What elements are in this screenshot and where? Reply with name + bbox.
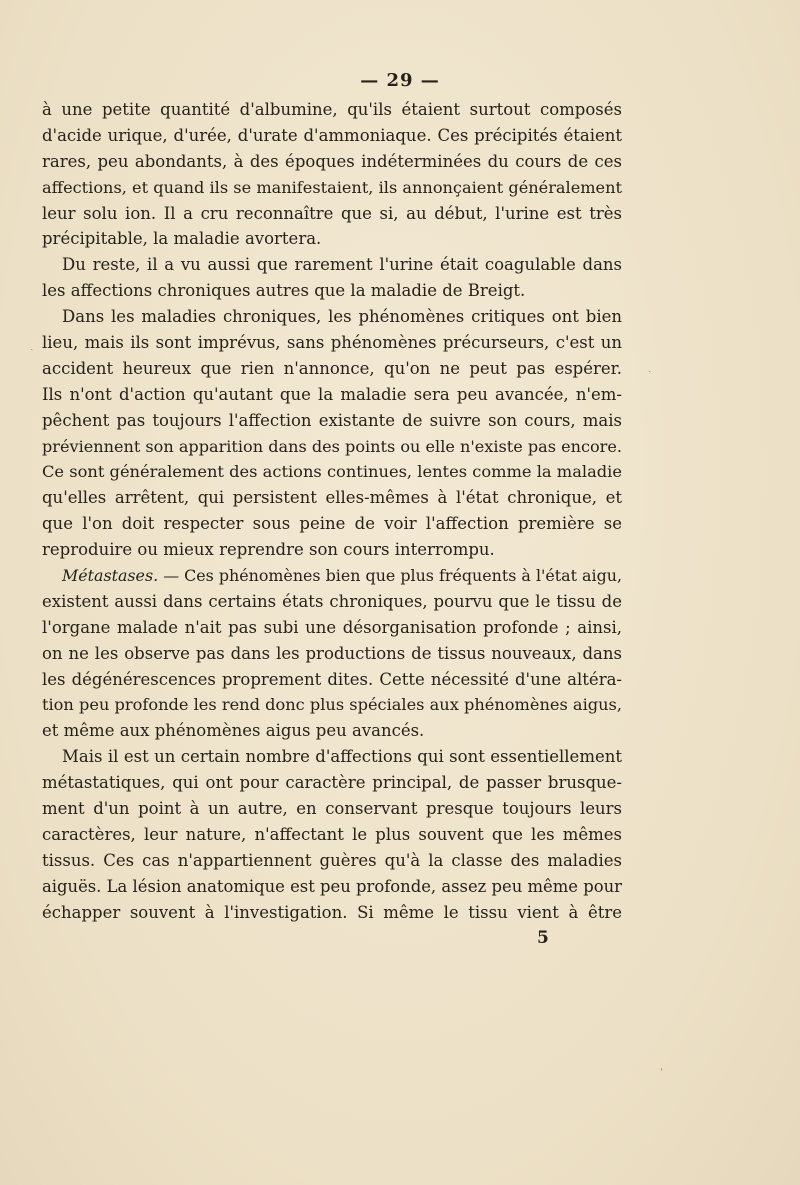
text-line: métastatiques, qui ont pour caractère principal, de passer brusque- bbox=[42, 773, 622, 793]
text-line: les affections chroniques autres que la maladie de Breigt. bbox=[42, 281, 526, 301]
paper-speck: ˏ bbox=[648, 362, 652, 373]
text-line: d'acide urique, d'urée, d'urate d'ammoniaque. Ces précipités étaient bbox=[42, 125, 622, 145]
text-span: Ces phénomènes bien que plus fréquents à l'état aigu, bbox=[179, 566, 622, 586]
text-line: caractères, leur nature, n'affectant le plus souvent que les mêmes bbox=[42, 824, 622, 844]
text-line: l'organe malade n'ait pas subi une désorganisation profonde ; ainsi, bbox=[42, 617, 622, 637]
page-number-header: — 29 — bbox=[360, 70, 440, 91]
text-line bbox=[42, 563, 622, 589]
text-line: reproduire ou mieux reprendre son cours interrompu. bbox=[42, 540, 495, 560]
text-line: rares, peu abondants, à des époques indéterminées du cours de ces bbox=[42, 151, 622, 171]
body-text bbox=[42, 97, 622, 926]
text-line: aiguës. La lésion anatomique est peu profonde, assez peu même pour bbox=[42, 876, 622, 896]
text-line: qu'elles arrêtent, qui persistent elles-mêmes à l'état chronique, et bbox=[42, 488, 622, 508]
text-line: Ils n'ont d'action qu'autant que la maladie sera peu avancée, n'em- bbox=[42, 384, 622, 404]
text-line: préviennent son apparition dans des points ou elle n'existe pas encore. bbox=[42, 436, 622, 456]
paragraph bbox=[42, 97, 622, 252]
text-line: pêchent pas toujours l'affection existante de suivre son cours, mais bbox=[42, 410, 622, 430]
text-line: affections, et quand ils se manifestaient, ils annonçaient généralement bbox=[42, 177, 622, 197]
paragraph bbox=[42, 304, 622, 563]
paragraph bbox=[42, 744, 622, 925]
text-line: Mais il est un certain nombre d'affections qui sont essentiellement bbox=[62, 747, 622, 767]
section-lead: Métastases. — bbox=[62, 566, 180, 586]
text-line: que l'on doit respecter sous peine de voir l'affection première se bbox=[42, 514, 622, 534]
text-line: existent aussi dans certains états chroniques, pourvu que le tissu de bbox=[42, 591, 622, 611]
text-line: à une petite quantité d'albumine, qu'ils étaient surtout composés bbox=[42, 100, 622, 119]
text-line: les dégénérescences proprement dites. Cette nécessité d'une altéra- bbox=[42, 669, 622, 689]
paragraph bbox=[42, 563, 622, 744]
text-line: lieu, mais ils sont imprévus, sans phénomènes précurseurs, c'est un bbox=[42, 333, 622, 353]
text-line: Du reste, il a vu aussi que rarement l'urine était coagulable dans bbox=[62, 255, 622, 275]
text-line: on ne les observe pas dans les productions de tissus nouveaux, dans bbox=[42, 643, 622, 663]
text-line: accident heureux que rien n'annonce, qu'on ne peut pas espérer. bbox=[42, 358, 622, 378]
text-line: précipitable, la maladie avortera. bbox=[42, 229, 322, 249]
text-line: Ce sont généralement des actions continues, lentes comme la maladie bbox=[42, 462, 622, 482]
text-line: tissus. Ces cas n'appartiennent guères qu'à la classe des maladies bbox=[42, 850, 622, 870]
text-line: ment d'un point à un autre, en conservant presque toujours leurs bbox=[42, 799, 622, 819]
text-line: leur solu ion. Il a cru reconnaître que si, au début, l'urine est très bbox=[42, 203, 622, 223]
signature-mark: 5 bbox=[537, 928, 549, 948]
text-line: et même aux phénomènes aigus peu avancés. bbox=[42, 721, 425, 741]
paragraph bbox=[42, 252, 622, 304]
text-line: tion peu profonde les rend donc plus spéciales aux phénomènes aigus, bbox=[42, 695, 622, 715]
paper-speck: ˏ bbox=[30, 340, 34, 351]
text-line: échapper souvent à l'investigation. Si même le tissu vient à être bbox=[42, 902, 622, 922]
text-line: Dans les maladies chroniques, les phénomènes critiques ont bien bbox=[62, 307, 622, 327]
paper-speck: ˈ bbox=[660, 1068, 663, 1079]
